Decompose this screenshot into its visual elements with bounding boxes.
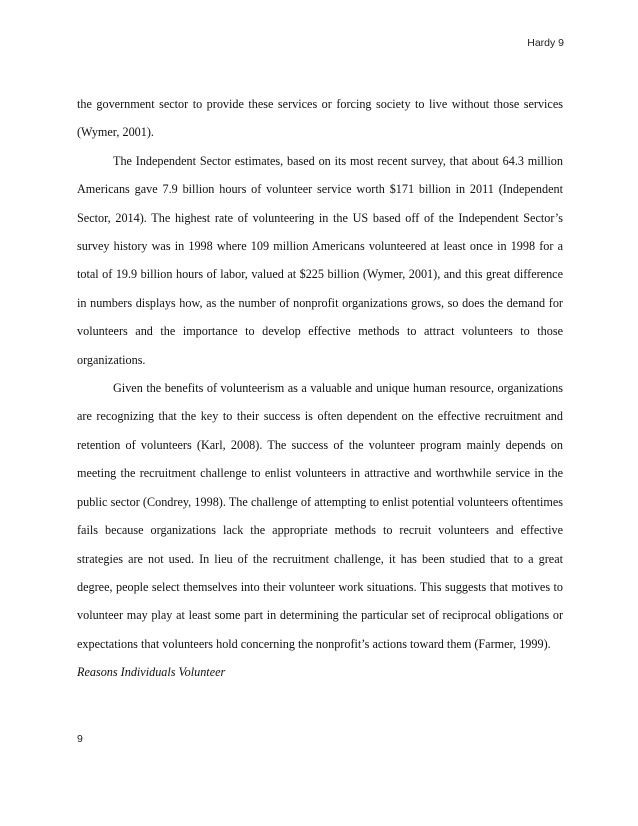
running-head: Hardy 9 [527,37,564,49]
paragraph-continuation: the government sector to provide these services or forcing society to live without those services (Wymer, 2001). [77,97,563,140]
page-number: 9 [77,733,83,745]
paragraph-independent-sector: The Independent Sector estimates, based on its most recent survey, that about 64.3 million Americans gave 7.9 billion hours of volunteer service worth $171 billion in 2011 (Independent Sector, 2014). The highest rate of volunteering in the US based off of the Independent Sector’s survey history was in 1998 where 109 million Americans volunteered at least once in 1998 for a total of 19.9 billion hours of labor, valued at $225 billion (Wymer, 2001), and this great difference in numbers displays how, as the number of nonprofit organizations grows, so does the demand for volunteers and the importance to develop effective methods to attract volunteers to those organizations. [77,153,563,367]
section-subheading: Reasons Individuals Volunteer [77,665,226,680]
paragraph-benefits-of-volunteerism: Given the benefits of volunteerism as a valuable and unique human resource, organizations are recognizing that the key to their success is often dependent on the effective recruitment and retention of volunteers (Karl, 2008). The success of the volunteer program mainly depends on meeting the recruitment challenge to enlist volunteers in attractive and worthwhile service in the public sector (Condrey, 1998). The challenge of attempting to enlist potential volunteers oftentimes fails because organizations lack the appropriate methods to recruit volunteers and effective strategies are not used. In lieu of the recruitment challenge, it has been studied that to a great degree, people select themselves into their volunteer work situations. This suggests that motives to volunteer may play at least some part in determining the particular set of reciprocal obligations or expectations that volunteers hold concerning the nonprofit’s actions toward them (Farmer, 1999). [77,381,563,651]
body-text [77,90,563,687]
